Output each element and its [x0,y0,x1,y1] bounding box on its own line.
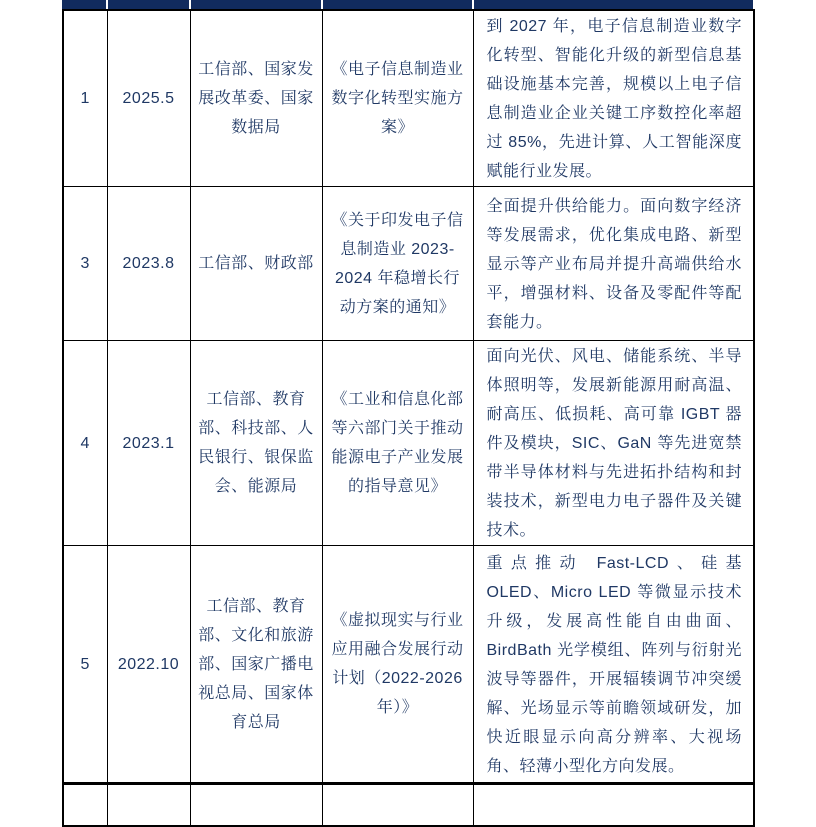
cell-number [63,784,107,826]
header-column-separator [106,0,108,9]
cell-number: 5 [63,546,107,784]
cell-departments: 工信部、教育部、科技部、人民银行、银保监会、能源局 [190,341,322,546]
cell-policy-content: 到 2027 年，电子信息制造业数字化转型、智能化升级的新型信息基础设施基本完善，规模以上电子信息制造业企业关键工序数控化率超过 85%，先进计算、人工智能深度赋能行业发展。 [473,10,754,187]
header-column-separator [472,0,474,9]
cell-departments: 工信部、教育部、文化和旅游部、国家广播电视总局、国家体育总局 [190,546,322,784]
cell-policy-title: 《关于印发电子信息制造业 2023-2024 年稳增长行动方案的通知》 [322,187,473,341]
table-row-partial [63,784,754,826]
cell-departments: 工信部、国家发展改革委、国家数据局 [190,10,322,187]
cell-date: 2023.1 [107,341,190,546]
cell-policy-title: 《电子信息制造业数字化转型实施方案》 [322,10,473,187]
cell-policy-content: 重点推动 Fast-LCD、硅基 OLED、Micro LED 等微显示技术升级，发展高性能自由曲面、BirdBath 光学模组、阵列与衍射光波导等器件，开展辐辏调节冲突缓解、光场显示等前瞻领域研发，加快近眼显示向高分辨率、大视场角、轻薄小型化方向发展。 [473,546,754,784]
table-row [63,546,754,784]
table-row [63,341,754,546]
cell-policy-title: 《虚拟现实与行业应用融合发展行动计划（2022-2026 年）》 [322,546,473,784]
cell-number: 1 [63,10,107,187]
cell-number: 4 [63,341,107,546]
header-column-separator [321,0,323,9]
cell-date: 2023.8 [107,187,190,341]
cell-policy-content: 全面提升供给能力。面向数字经济等发展需求，优化集成电路、新型显示等产业布局并提升高端供给水平，增强材料、设备及零配件等配套能力。 [473,187,754,341]
table-row [63,10,754,187]
cell-date: 2022.10 [107,546,190,784]
cell-departments [190,784,322,826]
cell-policy-title: 《工业和信息化部等六部门关于推动能源电子产业发展的指导意见》 [322,341,473,546]
cell-number: 3 [63,187,107,341]
cell-policy-content: 面向光伏、风电、储能系统、半导体照明等，发展新能源用耐高温、耐高压、低损耗、高可靠 IGBT 器件及模块，SIC、GaN 等先进宽禁带半导体材料与先进拓扑结构和封装技术，新型电力电子器件及关键技术。 [473,341,754,546]
cell-date: 2025.5 [107,10,190,187]
table-row [63,187,754,341]
header-column-separator [189,0,191,9]
cell-policy-content [473,784,754,826]
policy-table [62,9,755,827]
cell-date [107,784,190,826]
table-header-bar [62,0,753,9]
cell-policy-title [322,784,473,826]
report-page-table [62,0,753,827]
cell-departments: 工信部、财政部 [190,187,322,341]
header-bar-background [62,0,753,9]
